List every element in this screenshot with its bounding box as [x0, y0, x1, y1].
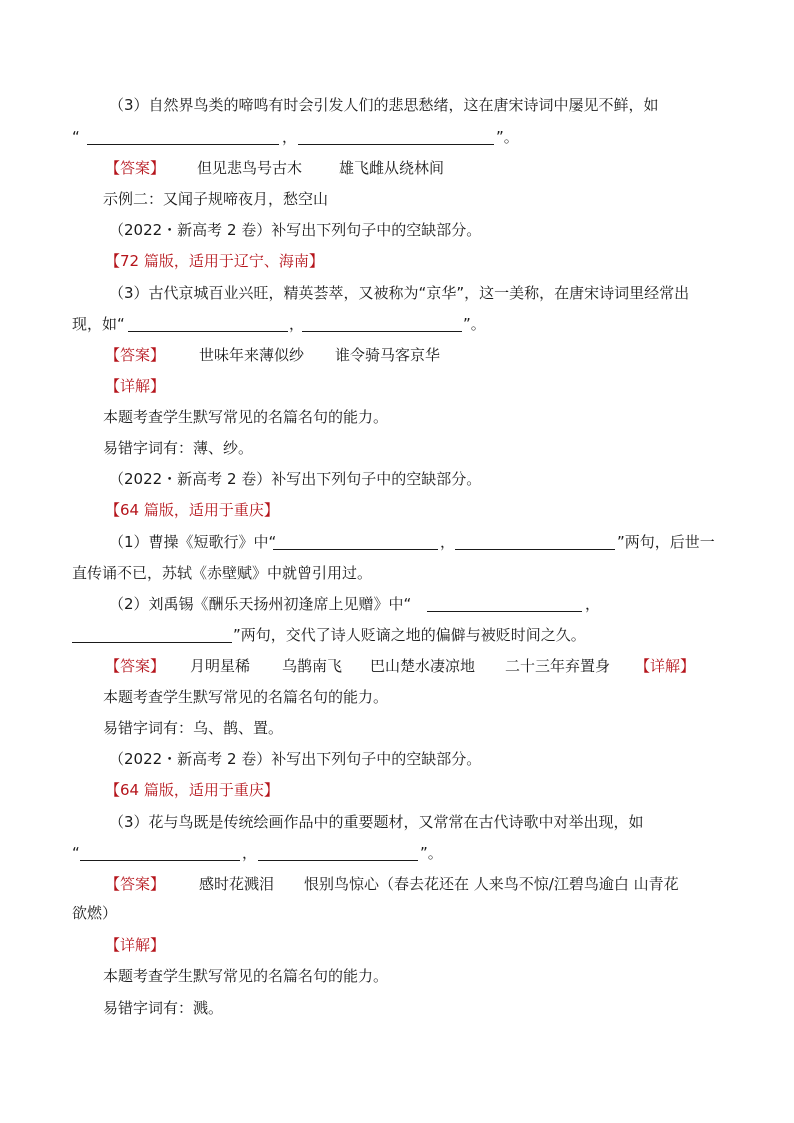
answer-blank[interactable] — [258, 844, 418, 861]
blank-line: “ ， ”。 — [72, 128, 519, 146]
detail-label-line — [0, 373, 794, 399]
answer-label: 【答案】 — [105, 159, 166, 177]
typo-text: 易错字词有：乌、鹊、置。 — [103, 719, 284, 737]
answer-blank[interactable] — [72, 626, 232, 643]
typo-text: 易错字词有：溅。 — [103, 999, 224, 1017]
answer-line: 【答案】 世味年来薄似纱 谁令骑马客京华 — [0, 342, 794, 368]
answer-line: 【答案】 感时花溅泪 恨别鸟惊心 （春去花还在 人来鸟不惊/江碧鸟逾白 山青花 — [0, 871, 794, 897]
answer-blank[interactable] — [128, 315, 288, 332]
source-line: （2022・新高考 2 卷）补写出下列句子中的空缺部分。 — [109, 470, 482, 488]
answer-label: 【答案】 — [105, 657, 166, 675]
answer-blank[interactable] — [273, 533, 438, 550]
answer-blank[interactable] — [455, 533, 615, 550]
answer-line: 【答案】 但见悲鸟号古木 雄飞雌从绕林间 — [0, 155, 794, 181]
example-line: 示例二：又闻子规啼夜月，愁空山 — [103, 190, 329, 208]
source-line: （2022・新高考 2 卷）补写出下列句子中的空缺部分。 — [109, 750, 482, 768]
answer-line: 【答案】 月明星稀 乌鹊南飞 巴山楚水凄凉地 二十三年弃置身 【详解】 — [0, 653, 794, 679]
question-text: （3）自然界鸟类的啼鸣有时会引发人们的悲思愁绪，这在唐宋诗词中屡见不鲜，如 — [109, 96, 659, 114]
detail-text: 本题考查学生默写常见的名篇名句的能力。 — [103, 967, 389, 985]
question-text: 直传诵不已，苏轼《赤壁赋》中就曾引用过。 — [72, 564, 373, 582]
edition-line: 【64 篇版，适用于重庆】 — [105, 501, 279, 519]
question-text: （2）刘禹锡《酬乐天扬州初逢席上见赠》中“ ， — [109, 595, 601, 613]
question-text: （3）古代京城百业兴旺，精英荟萃，又被称为“京华”，这一美称，在唐宋诗词里经常出 — [109, 284, 690, 302]
blank-line: “ ， ”。 — [72, 844, 443, 862]
question-text: （3）花与鸟既是传统绘画作品中的重要题材，又常常在古代诗歌中对举出现，如 — [109, 813, 644, 831]
blank-line: ”两句，交代了诗人贬谪之地的偏僻与被贬时间之久。 — [0, 622, 794, 648]
answer-label: 【答案】 — [105, 346, 166, 364]
typo-text: 易错字词有：薄、纱。 — [103, 439, 254, 457]
answer-blank[interactable] — [302, 315, 462, 332]
detail-label: 【详解】 — [635, 657, 696, 675]
answer-line: 欲燃） — [72, 904, 118, 922]
detail-text: 本题考查学生默写常见的名篇名句的能力。 — [103, 688, 389, 706]
answer-blank[interactable] — [427, 595, 582, 612]
answer-blank[interactable] — [87, 128, 279, 145]
blank-line: 现，如“ ， ”。 — [72, 315, 486, 333]
detail-label-line — [0, 932, 794, 958]
detail-text: 本题考查学生默写常见的名篇名句的能力。 — [103, 408, 389, 426]
detail-label: 【详解】 — [105, 377, 166, 395]
edition-line: 【72 篇版，适用于辽宁、海南】 — [105, 252, 324, 270]
answer-label: 【答案】 — [105, 875, 166, 893]
detail-label: 【详解】 — [105, 936, 166, 954]
question-text: （1）曹操《短歌行》中“ ， ”两句，后世一 — [109, 533, 715, 551]
answer-blank[interactable] — [80, 844, 240, 861]
source-line: （2022・新高考 2 卷）补写出下列句子中的空缺部分。 — [109, 221, 482, 239]
answer-blank[interactable] — [298, 128, 494, 145]
edition-line: 【64 篇版，适用于重庆】 — [105, 781, 279, 799]
